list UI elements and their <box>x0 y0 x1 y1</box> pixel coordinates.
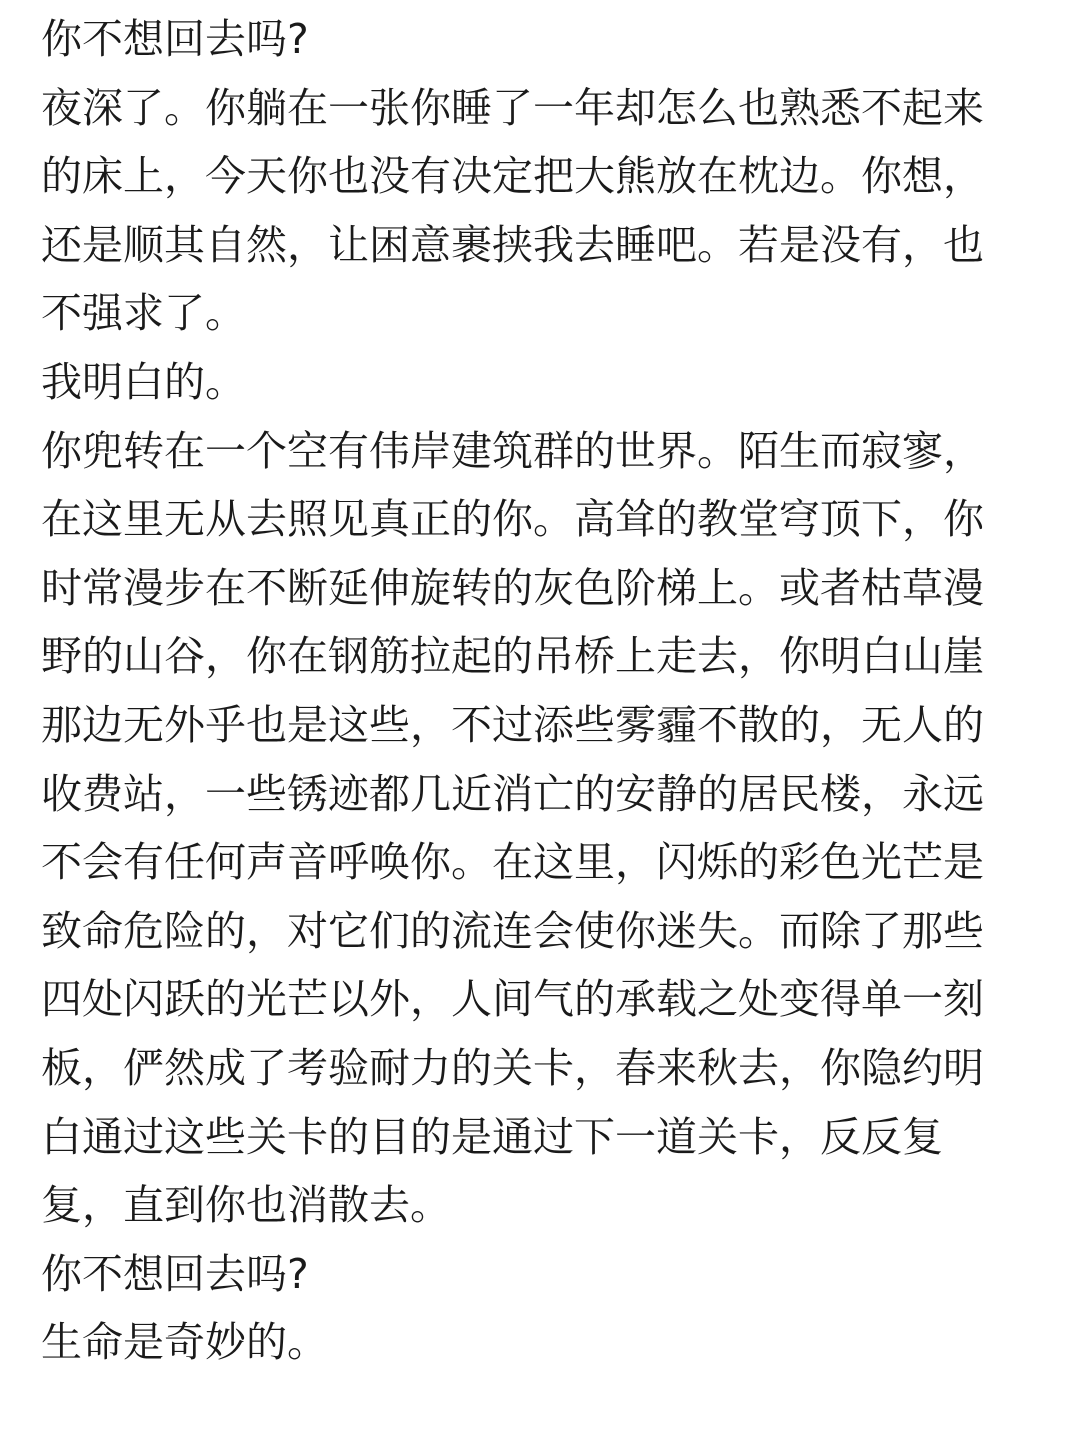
text-line: 那边无外乎也是这些，不过添些雾霾不散的，无人的 <box>41 700 984 749</box>
text-line: 在这里无从去照见真正的你。高耸的教堂穹顶下，你 <box>41 495 984 544</box>
body-text <box>41 5 1041 1377</box>
text-line: 四处闪跃的光芒以外，人间气的承载之处变得单一刻 <box>41 975 984 1024</box>
text-line: 夜深了。你躺在一张你睡了一年却怎么也熟悉不起来 <box>41 83 984 132</box>
text-line: 我明白的。 <box>41 357 246 406</box>
text-line: 你兜转在一个空有伟岸建筑群的世界。陌生而寂寥， <box>41 426 984 475</box>
text-line: 生命是奇妙的。 <box>41 1318 328 1367</box>
text-line: 板，俨然成了考验耐力的关卡，春来秋去，你隐约明 <box>41 1043 984 1092</box>
text-line: 不强求了。 <box>41 289 246 338</box>
text-line: 收费站，一些锈迹都几近消亡的安静的居民楼，永远 <box>41 769 984 818</box>
text-line: 时常漫步在不断延伸旋转的灰色阶梯上。或者枯草漫 <box>41 563 984 612</box>
text-line: 野的山谷，你在钢筋拉起的吊桥上走去，你明白山崖 <box>41 632 984 681</box>
text-line: 白通过这些关卡的目的是通过下一道关卡，反反复 <box>41 1112 943 1161</box>
text-line: 不会有任何声音呼唤你。在这里，闪烁的彩色光芒是 <box>41 838 984 887</box>
text-line: 还是顺其自然，让困意裹挟我去睡吧。若是没有，也 <box>41 220 984 269</box>
text-line: 复，直到你也消散去。 <box>41 1181 451 1230</box>
text-line: 致命危险的，对它们的流连会使你迷失。而除了那些 <box>41 906 984 955</box>
text-line: 的床上，今天你也没有决定把大熊放在枕边。你想， <box>41 152 984 201</box>
text-line: 你不想回去吗? <box>41 15 309 63</box>
text-line: 你不想回去吗? <box>41 1249 309 1298</box>
